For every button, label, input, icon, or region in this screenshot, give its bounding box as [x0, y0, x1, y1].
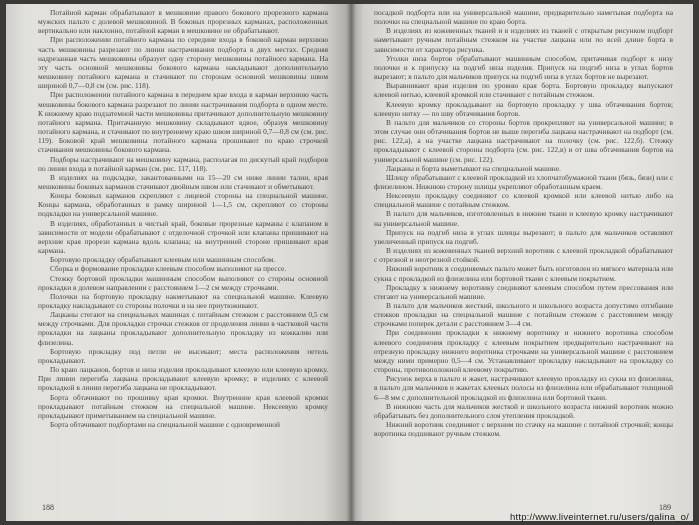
paragraph: Борта обтачивают по прошивку края кромки. Внутренние края клеевой кромки прокладывают потайным стежком на специальной машине. Нексеевую кромку прокладывают приметыванием на специальной машине.: [38, 392, 328, 420]
page-number-left: 188: [42, 503, 54, 512]
paragraph: При расположении потайного кармана по середине входа в боковой карман верхнюю часть мешковины разрезают по линии настрачивания подборта в двух местах. Средняя надрезанная часть мешковины образует одну сторону мешковины потайного кармана. На эту часть основной мешковины бокового кармана накладывают дополнительную мешковину потайного кармана и стачивают по сторонам основной мешковины швом шириной 0,7—0,8 см (см. рис. 118).: [38, 35, 328, 91]
paragraph: Лацканы стегают на специальных машинах с потайным стежком с расстоянием 0,5 см между строчками. Для прокладки строчки стежков от проделения линии в частковой части прокладки на лацканы прокладывают дополнительную прокладку из кожкалин или флизелина.: [38, 310, 328, 347]
paragraph: Лацканы и борта выметывают на специальной машине.: [386, 163, 561, 173]
paragraph: Рисунок верха в пальто и жакет, настрачивают клеевую прокладку из сукна из флизелина, в пальто для мальчиков и жакетах клеевых полосы из флизелина или обрабатывают толщиной 6—8 мм с дополнительной прокладкой из флизелина или бортовой ткани.: [374, 374, 673, 402]
paragraph: В пальто для мальчиков жесткий, школьного и школьного возраста допустимо отгибание стежков прокладки на специальной машине с потайным стежком с расстоянием между строчками поперек детали с расстоянием 3—4 см.: [374, 301, 673, 329]
paragraph: В изделиях из кожевенных тканей верхний воротник с клеевой прокладкой обрабатывают с отрезной и неотрезной стойкой.: [374, 246, 673, 265]
paragraph: Концы боковых карманов скрепляют с лицевой стороны на специальной машине. Концы кармана, обработанных в рамку шириной 1—1,5 см, скрепляют со стороны подкладки на универсальной машине.: [38, 191, 328, 219]
paragraph: По краю лацканов, бортов и низа изделия прокладывают клеевую или клеевую кромку. При линии перегиба лацкана прокладывают клеевую кромку; в изделиях с клеевой прокладкой в линии перегиба лацкана не прокладывают.: [38, 365, 328, 393]
paragraph: Стежку бортовой прокладки машинным способом выполняют со стороны основной прокладки в долевом направлении с расстоянием 1—2 см между строчками.: [38, 273, 328, 292]
paragraph: Потайной карман обрабатывают в мешковине правого бокового прорезного кармана мужских пальто с долевой мешковиной. В боковых прорезных карманах, расположенных вертикально или наклонно, потайной карман в мешковине не обрабатывают.: [38, 8, 328, 36]
paragraph: Борта обтачивают подбортами на специальной машине с одновременной: [50, 420, 280, 430]
paragraph: Уголки низа бортов обрабатывают машинным способом, притачивая подборт к низу полочки и к припуску на подгиб низа изделия. Припуск на подгиб низа в углах бортов вырезают; в пальто для мальчиков припуск на подгиб низа в углах бортов не вырезают.: [374, 53, 673, 82]
paragraph: В пальто для мальчиков со стороны бортов прокрепляют на универсальной машине; в этом случае они обтачивания бортов не выше перегиба лацкана настрачивают на подборт (см. рис. 122,а), а на участке лацкана настрачивают на полочку (см. рис. 122,б). Стежку прокладывают с клеевой стороны подборта (см. рис. 122,в) и от шва обтачивания бортов на универсальной машине (см. рис. 122).: [374, 117, 673, 164]
book-spine-shadow: [346, 4, 356, 521]
paragraph: В пальто для мальчиков, изготовленных в нижние ткани и клеевую кромку настрачивают на универсальной машине.: [374, 209, 673, 228]
paragraph: При расположении потайного кармана в переднем крае входа в карман верхнюю часть мешковины бокового кармана разрезают по линии настрачивания подборта в одном месте. К нижнему краю подзатемной части мешковины притачивают дополнительную мешковину потайного кармана. Притачанную мешковину складывают вдвое, образуя мешковину потайного кармана, и стачивают по внутреннему краю швом шириной 0,7—0,8 см (см. рис. 119). Боковой край мешковины потайного кармана прошивают по краю строчкой стачивания мешковины бокового кармана.: [38, 90, 328, 155]
paragraph: Прокладку к нижнему воротнику соединяют клеевым способом путем прессования или стегают на универсальной машине.: [374, 282, 673, 301]
paragraph: Нижний воротник в соединяемых пальто может быть изготовлен из мягкого материала или сукна с прокладкой из флизелина или бортовой ткани с клеевым покрытием.: [374, 264, 673, 283]
watermark-url: http://www.liveinternet.ru/users/galina_o/: [510, 512, 689, 523]
paragraph: При соединении прокладки к нижнему воротнику и нижнего воротника способом клеевого соединения прокладку с клеевым покрытием предварительно настрачивают на отрезную прокладку нижнего воротника строчками на универсальной машине с расстоянием между ними примерно 0,5—4 см. Устанавливают прокладку накладывают на прокладку со стороны, противоположной клеевому покрытию.: [374, 328, 673, 375]
page-number-right: 189: [659, 503, 671, 512]
paragraph: Шлицу обрабатывают с клеевой прокладкой из хлопчатобумажной ткани (бязь, бязи) или с флизелином. Нижнюю сторону шлицы укрепляют обработанным краем.: [374, 172, 673, 191]
paragraph: Подборы настрачивают на мешковину кармана, располагая по дискутый край подборов по линии входа в потайной карман (см. рис. 117, 118).: [38, 154, 328, 173]
paragraph: Припуск на подгиб низа в углах шлицы вырезают; в пальто для мальчиков оставляют увеличенный припуск на подгиб.: [374, 227, 673, 246]
paragraph: посадкой подборта или на универсальной машине, предварительно наметывая подборта на полочки на специальной машине по краю борта.: [374, 8, 673, 27]
paragraph: Нижний воротник соединяют с верхним по стачку на машине с потайной строчкой; концы воротника подшивают ручным стежком.: [374, 420, 673, 439]
left-page-text: [38, 8, 328, 429]
right-page-text: [374, 8, 673, 438]
paragraph: Клеевую кромку прокладывают на бортовую прокладку у шва обтачивания бортов; клеевую нитку — по шву обтачивания бортов.: [374, 99, 673, 118]
paragraph: Нексеевую прокладку соединяют со клеевой кромкой или клеевой нитью либо на специальной машине с потайным стежком.: [374, 191, 673, 210]
paragraph: Полочки на бортовую прокладку накметывают на специальной машине. Клеевую прокладку накладывают со стороны полочки и на нее приутюживают.: [38, 291, 328, 310]
paragraph: В изделиях из кожевенных тканей и в изделиях из тканей с открытым рисунком подборт наметывают ручным потайным стежком на участке лацкана или по всей длине борта в зависимости от характера рисунка.: [374, 26, 673, 54]
paragraph: В изделиях, обработанных в чистый край, боковые прорезные карманы с клапаном в зависимости от модели обрабатывают с отделочной строчкой или клапаны пришивают на верхние края прорези кармана вдоль клапана; на внутренней стороне пришивают края кармана.: [38, 218, 328, 256]
paragraph: Бортовую прокладку обрабатывают клеевым или машинным способом.: [50, 255, 276, 265]
right-page: [350, 4, 693, 521]
paragraph: В нижнюю часть для мальчиков жесткой и школьного возраста нижний воротник можно обрабатывать без дополнительного слоя утепления прокладкой.: [374, 401, 673, 420]
left-page: [6, 4, 350, 521]
paragraph: В изделиях на подкладке, закантованными на 15—20 см ниже линии талии, края мешковины боковых карманов стачивают двойным швом или стачивают и обметывают.: [38, 172, 328, 191]
book-spread: [6, 4, 693, 521]
paragraph: Выравнивают края изделия по уровню края борта. Бортовую прокладку выпускают клеевой нитью, клеевой кромкой или стачивают с потайным стежком.: [374, 81, 673, 100]
paragraph: Бортовую прокладку под петли не высекают; места расположения петель прокладывают.: [38, 346, 328, 365]
paragraph: Сборка и формование прокладки клеевым способом выполняют на прессе.: [50, 264, 287, 274]
